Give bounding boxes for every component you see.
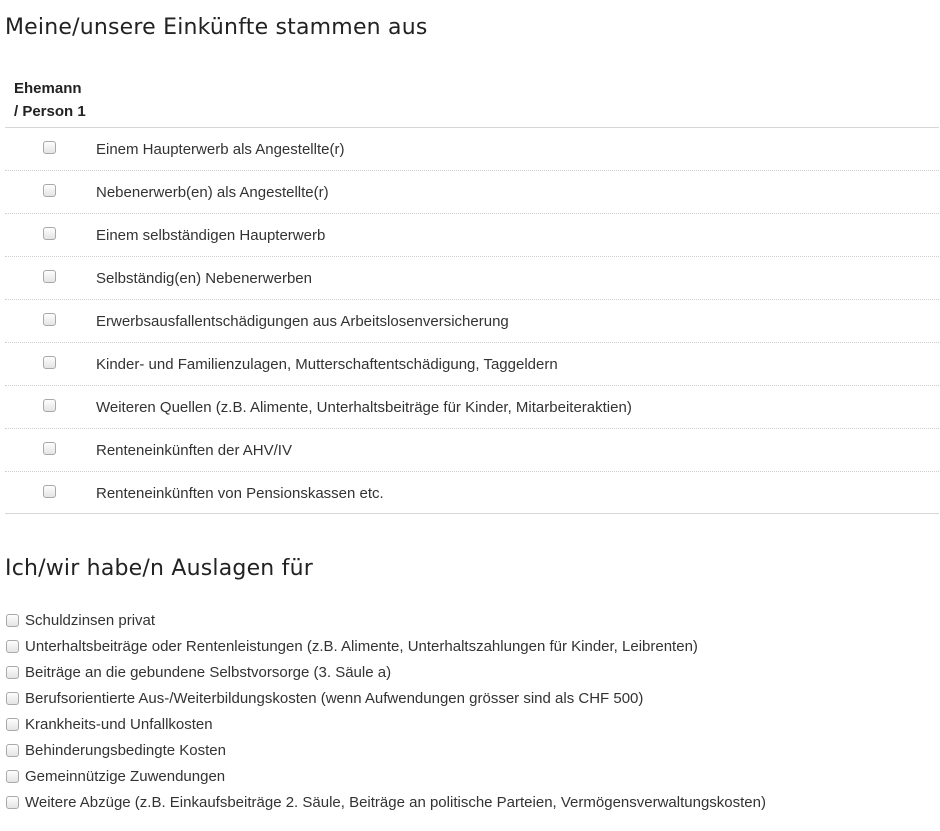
expense-checkbox-pillar-3a[interactable] — [6, 666, 19, 679]
income-label: Selbständig(en) Nebenerwerben — [96, 270, 312, 287]
expense-label: Krankheits-und Unfallkosten — [25, 716, 213, 733]
expense-checkbox-other-deductions[interactable] — [6, 796, 19, 809]
expense-checkbox-maintenance-payments[interactable] — [6, 640, 19, 653]
income-label: Weiteren Quellen (z.B. Alimente, Unterhaltsbeiträge für Kinder, Mitarbeiteraktien) — [96, 399, 632, 416]
table-row — [5, 342, 939, 385]
table-row — [5, 256, 939, 299]
income-checkbox-main-employment[interactable] — [43, 141, 56, 154]
expense-label: Gemeinnützige Zuwendungen — [25, 768, 226, 785]
income-label: Renteneinkünften der AHV/IV — [96, 442, 292, 459]
table-row — [5, 213, 939, 256]
income-label: Renteneinkünften von Pensionskassen etc. — [96, 485, 384, 502]
table-row — [5, 299, 939, 342]
list-item — [0, 664, 940, 690]
column-header-line2: / Person 1 — [14, 103, 86, 120]
expenses-section-title: Ich/wir habe/n Auslagen für — [5, 556, 313, 581]
table-row — [5, 385, 939, 428]
income-checkbox-family-allowances[interactable] — [43, 356, 56, 369]
income-checkbox-pension-fund[interactable] — [43, 485, 56, 498]
expense-label: Schuldzinsen privat — [25, 612, 156, 629]
list-item — [0, 612, 940, 638]
income-checkbox-side-employment[interactable] — [43, 184, 56, 197]
expense-checkbox-medical-costs[interactable] — [6, 718, 19, 731]
list-item — [0, 794, 940, 820]
expenses-list — [0, 612, 940, 820]
income-checkbox-unemployment-compensation[interactable] — [43, 313, 56, 326]
table-row — [5, 127, 939, 170]
expense-label: Weitere Abzüge (z.B. Einkaufsbeiträge 2. Säule, Beiträge an politische Parteien, Vermögensverwaltungskosten) — [25, 794, 766, 811]
expense-checkbox-training-costs[interactable] — [6, 692, 19, 705]
income-checkbox-self-employed-main[interactable] — [43, 227, 56, 240]
expense-checkbox-disability-costs[interactable] — [6, 744, 19, 757]
list-item — [0, 768, 940, 794]
table-row — [5, 170, 939, 213]
expense-label: Unterhaltsbeiträge oder Rentenleistungen (z.B. Alimente, Unterhaltszahlungen für Kinder, Leibrenten) — [25, 638, 698, 655]
income-label: Nebenerwerb(en) als Angestellte(r) — [96, 184, 329, 201]
expense-checkbox-private-debt-interest[interactable] — [6, 614, 19, 627]
table-row — [5, 428, 939, 471]
income-label: Einem selbständigen Haupterwerb — [96, 227, 326, 244]
income-section-title: Meine/unsere Einkünfte stammen aus — [5, 15, 428, 40]
income-sources-table — [5, 127, 939, 514]
list-item — [0, 690, 940, 716]
expense-label: Beiträge an die gebundene Selbstvorsorge (3. Säule a) — [25, 664, 392, 681]
income-checkbox-self-employed-side[interactable] — [43, 270, 56, 283]
list-item — [0, 638, 940, 664]
expense-checkbox-charitable-donations[interactable] — [6, 770, 19, 783]
column-header-husband — [14, 77, 104, 123]
income-label: Einem Haupterwerb als Angestellte(r) — [96, 141, 345, 158]
income-label: Kinder- und Familienzulagen, Mutterschaftentschädigung, Taggeldern — [96, 356, 558, 373]
income-label: Erwerbsausfallentschädigungen aus Arbeitslosenversicherung — [96, 313, 509, 330]
income-checkbox-ahv-iv-pension[interactable] — [43, 442, 56, 455]
expense-label: Berufsorientierte Aus-/Weiterbildungskosten (wenn Aufwendungen grösser sind als CHF 500) — [25, 690, 644, 707]
list-item — [0, 742, 940, 768]
column-header-line1: Ehemann — [14, 80, 82, 97]
income-checkbox-other-sources[interactable] — [43, 399, 56, 412]
table-row — [5, 471, 939, 514]
expense-label: Behinderungsbedingte Kosten — [25, 742, 226, 759]
list-item — [0, 716, 940, 742]
